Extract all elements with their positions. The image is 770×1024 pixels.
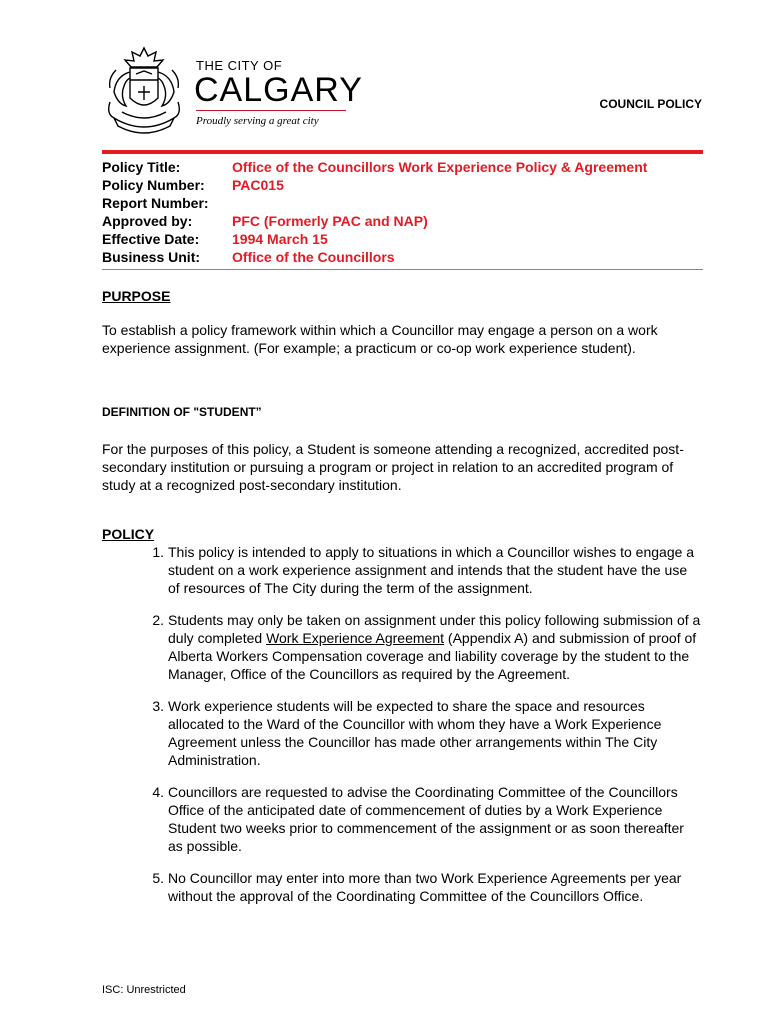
work-experience-agreement-link[interactable]: Work Experience Agreement	[266, 630, 445, 646]
policy-heading: POLICY	[102, 526, 155, 542]
approved-by: PFC (Formerly PAC and NAP)	[232, 213, 428, 229]
metadata-divider	[102, 269, 703, 270]
list-item	[102, 869, 702, 905]
meta-label: Policy Title:	[102, 159, 181, 175]
city-logo	[100, 42, 363, 142]
city-name: CALGARY	[194, 71, 363, 109]
city-of-text: THE CITY OF	[196, 58, 283, 73]
business-unit: Office of the Councillors	[232, 249, 395, 265]
item-text-post: (Appendix A) and submission of proof of Alberta Workers Compensation coverage and liability coverage by the student to the Manager, Office of the Councillors as required by the Agreement.	[168, 630, 697, 682]
list-item	[102, 783, 702, 855]
definition-text: For the purposes of this policy, a Student is someone attending a recognized, accredited post-secondary institution or pursuing a program or project in relation to an accredited program of study at a recognized post-secondary institution.	[102, 441, 684, 493]
item-number: 1.	[152, 544, 164, 560]
item-text: Work experience students will be expected to share the space and resources allocated to the Ward of the Councillor with whom they have a Work Experience Agreement unless the Councillor has made other arrangements within The City Administration.	[168, 698, 662, 768]
definition-heading: DEFINITION OF "STUDENT”	[102, 405, 262, 419]
list-item	[102, 697, 702, 769]
item-number: 2.	[152, 612, 164, 628]
item-text-pre: Students may only be taken on assignment under this policy following submission of a duly completed	[168, 612, 701, 646]
meta-row-approved	[102, 212, 703, 230]
security-classification: ISC: Unrestricted	[102, 984, 186, 996]
coat-of-arms-icon	[100, 42, 188, 142]
item-number: 3.	[152, 698, 164, 714]
item-text	[168, 611, 702, 683]
list-item	[102, 611, 702, 683]
meta-label: Approved by:	[102, 213, 193, 229]
effective-date: 1994 March 15	[232, 231, 328, 247]
item-number: 4.	[152, 784, 164, 800]
policy-type-heading: COUNCIL POLICY	[599, 97, 702, 111]
meta-label: Effective Date:	[102, 231, 200, 247]
meta-label: Report Number:	[102, 195, 209, 211]
meta-row-title	[102, 158, 703, 176]
meta-row-report	[102, 194, 703, 212]
policy-metadata	[102, 158, 703, 266]
meta-label: Business Unit:	[102, 249, 201, 265]
purpose-heading: PURPOSE	[102, 288, 171, 304]
logo-divider	[196, 110, 346, 111]
meta-row-effective	[102, 230, 703, 248]
meta-label: Policy Number:	[102, 177, 205, 193]
meta-row-number	[102, 176, 703, 194]
meta-row-unit	[102, 248, 703, 266]
purpose-text: To establish a policy framework within which a Councillor may engage a person on a work experience assignment. (For example; a practicum or co-op work experience student).	[102, 322, 658, 356]
policy-number: PAC015	[232, 177, 284, 193]
policy-title: Office of the Councillors Work Experience Policy & Agreement	[232, 159, 648, 175]
policy-list	[102, 543, 702, 919]
city-tagline: Proudly serving a great city	[196, 115, 319, 127]
item-text: No Councillor may enter into more than two Work Experience Agreements per year without the approval of the Coordinating Committee of the Councillors Office.	[168, 870, 682, 904]
list-item	[102, 543, 702, 597]
item-number: 5.	[152, 870, 164, 886]
item-text: This policy is intended to apply to situations in which a Councillor wishes to engage a student on a work experience assignment and intends that the student have the use of resources of The City during the term of the assignment.	[168, 544, 695, 596]
item-text: Councillors are requested to advise the Coordinating Committee of the Councillors Office of the anticipated date of commencement of duties by a Work Experience Student two weeks prior to commencement of the assignment or as soon thereafter as possible.	[168, 784, 684, 854]
header-divider	[102, 150, 703, 154]
